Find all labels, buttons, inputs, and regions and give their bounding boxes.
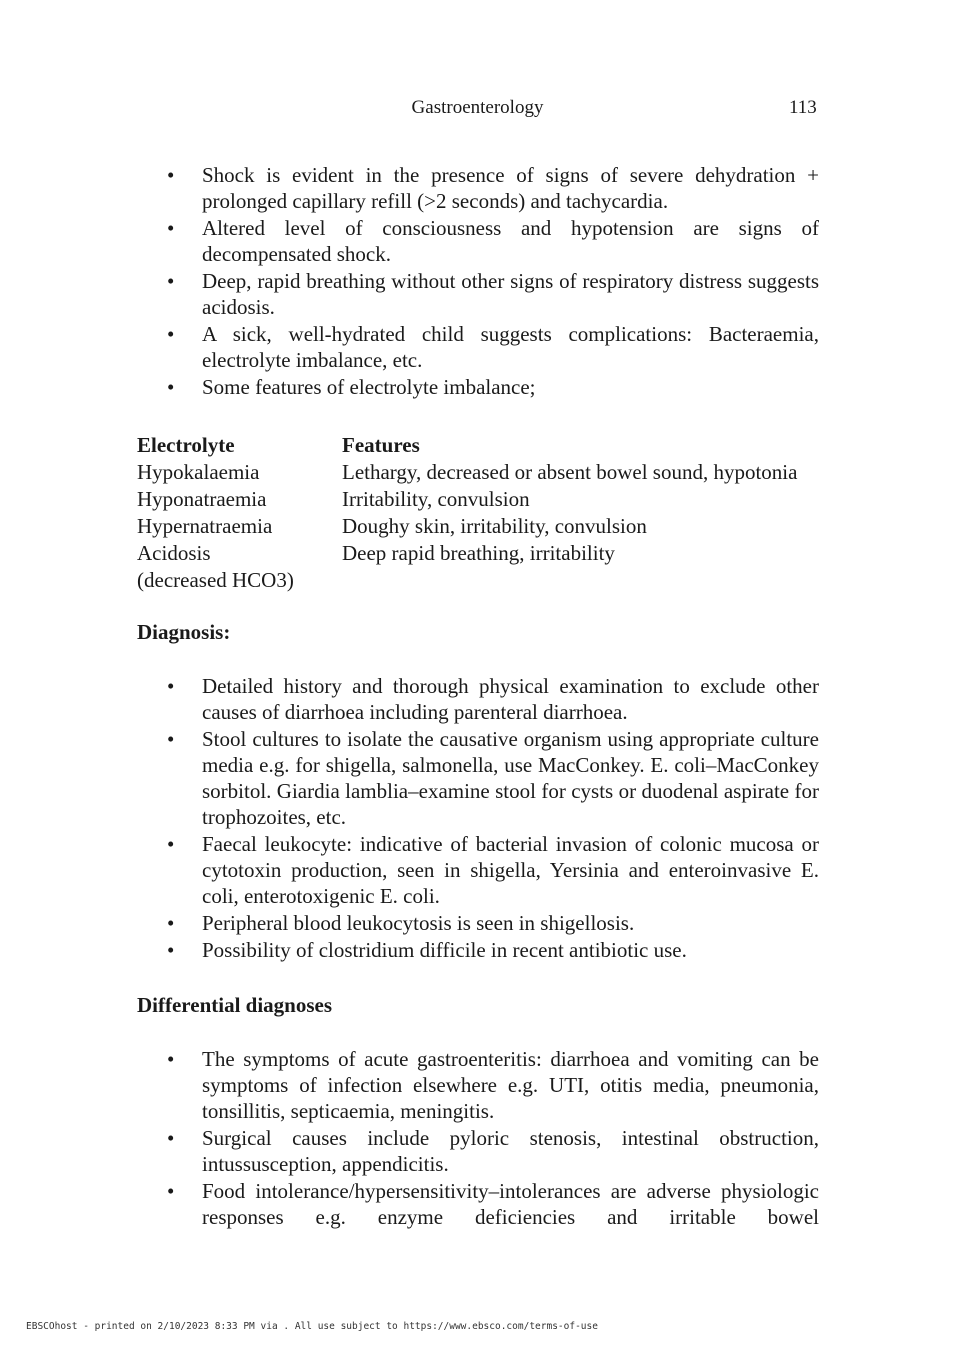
table-row (137, 459, 827, 486)
differential-heading: Differential diagnoses (137, 993, 333, 1017)
table-cell: (decreased HCO3) (137, 568, 294, 592)
bullet-icon: • (167, 163, 175, 187)
table-cell: Hypokalaemia (137, 460, 260, 484)
bullet-icon: • (167, 1047, 175, 1071)
bullet-icon: • (167, 938, 175, 962)
list-item: • A sick, well-hydrated child suggests complications: Bacteraemia, electrolyte imbalance, etc. (167, 322, 819, 372)
bullet-icon: • (167, 322, 175, 346)
list-item: • Food intolerance/hypersensitivity–intolerances are adverse physiologic responses e.g. enzyme deficiencies and irritable bowel (167, 1179, 819, 1229)
column-header-electrolyte: Electrolyte (137, 433, 235, 457)
table-row (137, 540, 827, 567)
bullet-icon: • (167, 1179, 175, 1203)
list-item: • Stool cultures to isolate the causative organism using appropriate culture media e.g. for shigella, salmonella, use MacConkey. E. coli–MacConkey sorbitol. Giardia lamblia–examine stool for cysts or duodenal aspirate for trophozoites, etc. (167, 727, 819, 829)
bullet-icon: • (167, 727, 175, 751)
table-cell: Lethargy, decreased or absent bowel sound, hypotonia (342, 460, 798, 484)
list-item: • Peripheral blood leukocytosis is seen in shigellosis. (167, 911, 635, 935)
table-cell: Irritability, convulsion (342, 487, 530, 511)
table-header-row (137, 432, 827, 459)
table-row (137, 486, 827, 513)
bullet-icon: • (167, 911, 175, 935)
list-item: • Deep, rapid breathing without other signs of respiratory distress suggests acidosis. (167, 269, 819, 319)
table-row (137, 513, 827, 540)
list-item: • The symptoms of acute gastroenteritis: diarrhoea and vomiting can be symptoms of infection elsewhere e.g. UTI, otitis media, pneumonia, tonsillitis, septicaemia, meningitis. (167, 1047, 819, 1123)
table-cell: Acidosis (137, 541, 211, 565)
electrolyte-table (137, 432, 827, 594)
list-item: • Altered level of consciousness and hypotension are signs of decompensated shock. (167, 216, 819, 266)
bullet-icon: • (167, 674, 175, 698)
table-cell: Deep rapid breathing, irritability (342, 541, 615, 565)
table-cell: Doughy skin, irritability, convulsion (342, 514, 647, 538)
diagnosis-heading: Diagnosis: (137, 620, 231, 644)
footer-notice: EBSCOhost - printed on 2/10/2023 8:33 PM via . All use subject to https://www.ebsco.com/terms-of-use (26, 1321, 598, 1332)
table-cell (342, 567, 827, 594)
differential-bullet-list (167, 1046, 819, 1231)
bullet-icon: • (167, 832, 175, 856)
list-item: • Some features of electrolyte imbalance; (167, 375, 536, 399)
bullet-icon: • (167, 1126, 175, 1150)
intro-bullet-list (167, 162, 819, 401)
column-header-features: Features (342, 433, 420, 457)
diagnosis-bullet-list (167, 673, 819, 964)
bullet-icon: • (167, 375, 175, 399)
table-cell: Hyponatraemia (137, 487, 267, 511)
header-title: Gastroenterology (411, 97, 544, 118)
page-number: 113 (789, 97, 817, 118)
list-item: • Shock is evident in the presence of signs of severe dehydration + prolonged capillary refill (>2 seconds) and tachycardia. (167, 163, 819, 213)
list-item: • Faecal leukocyte: indicative of bacterial invasion of colonic mucosa or cytotoxin production, seen in shigella, Yersinia and enteroinvasive E. coli, enterotoxigenic E. coli. (167, 832, 819, 908)
table-cell: Hypernatraemia (137, 514, 273, 538)
list-item: • Detailed history and thorough physical examination to exclude other causes of diarrhoea including parenteral diarrhoea. (167, 674, 819, 724)
list-item: • Possibility of clostridium difficile in recent antibiotic use. (167, 938, 687, 962)
table-row (137, 567, 827, 594)
bullet-icon: • (167, 216, 175, 240)
list-item: • Surgical causes include pyloric stenosis, intestinal obstruction, intussusception, appendicitis. (167, 1126, 819, 1176)
bullet-icon: • (167, 269, 175, 293)
